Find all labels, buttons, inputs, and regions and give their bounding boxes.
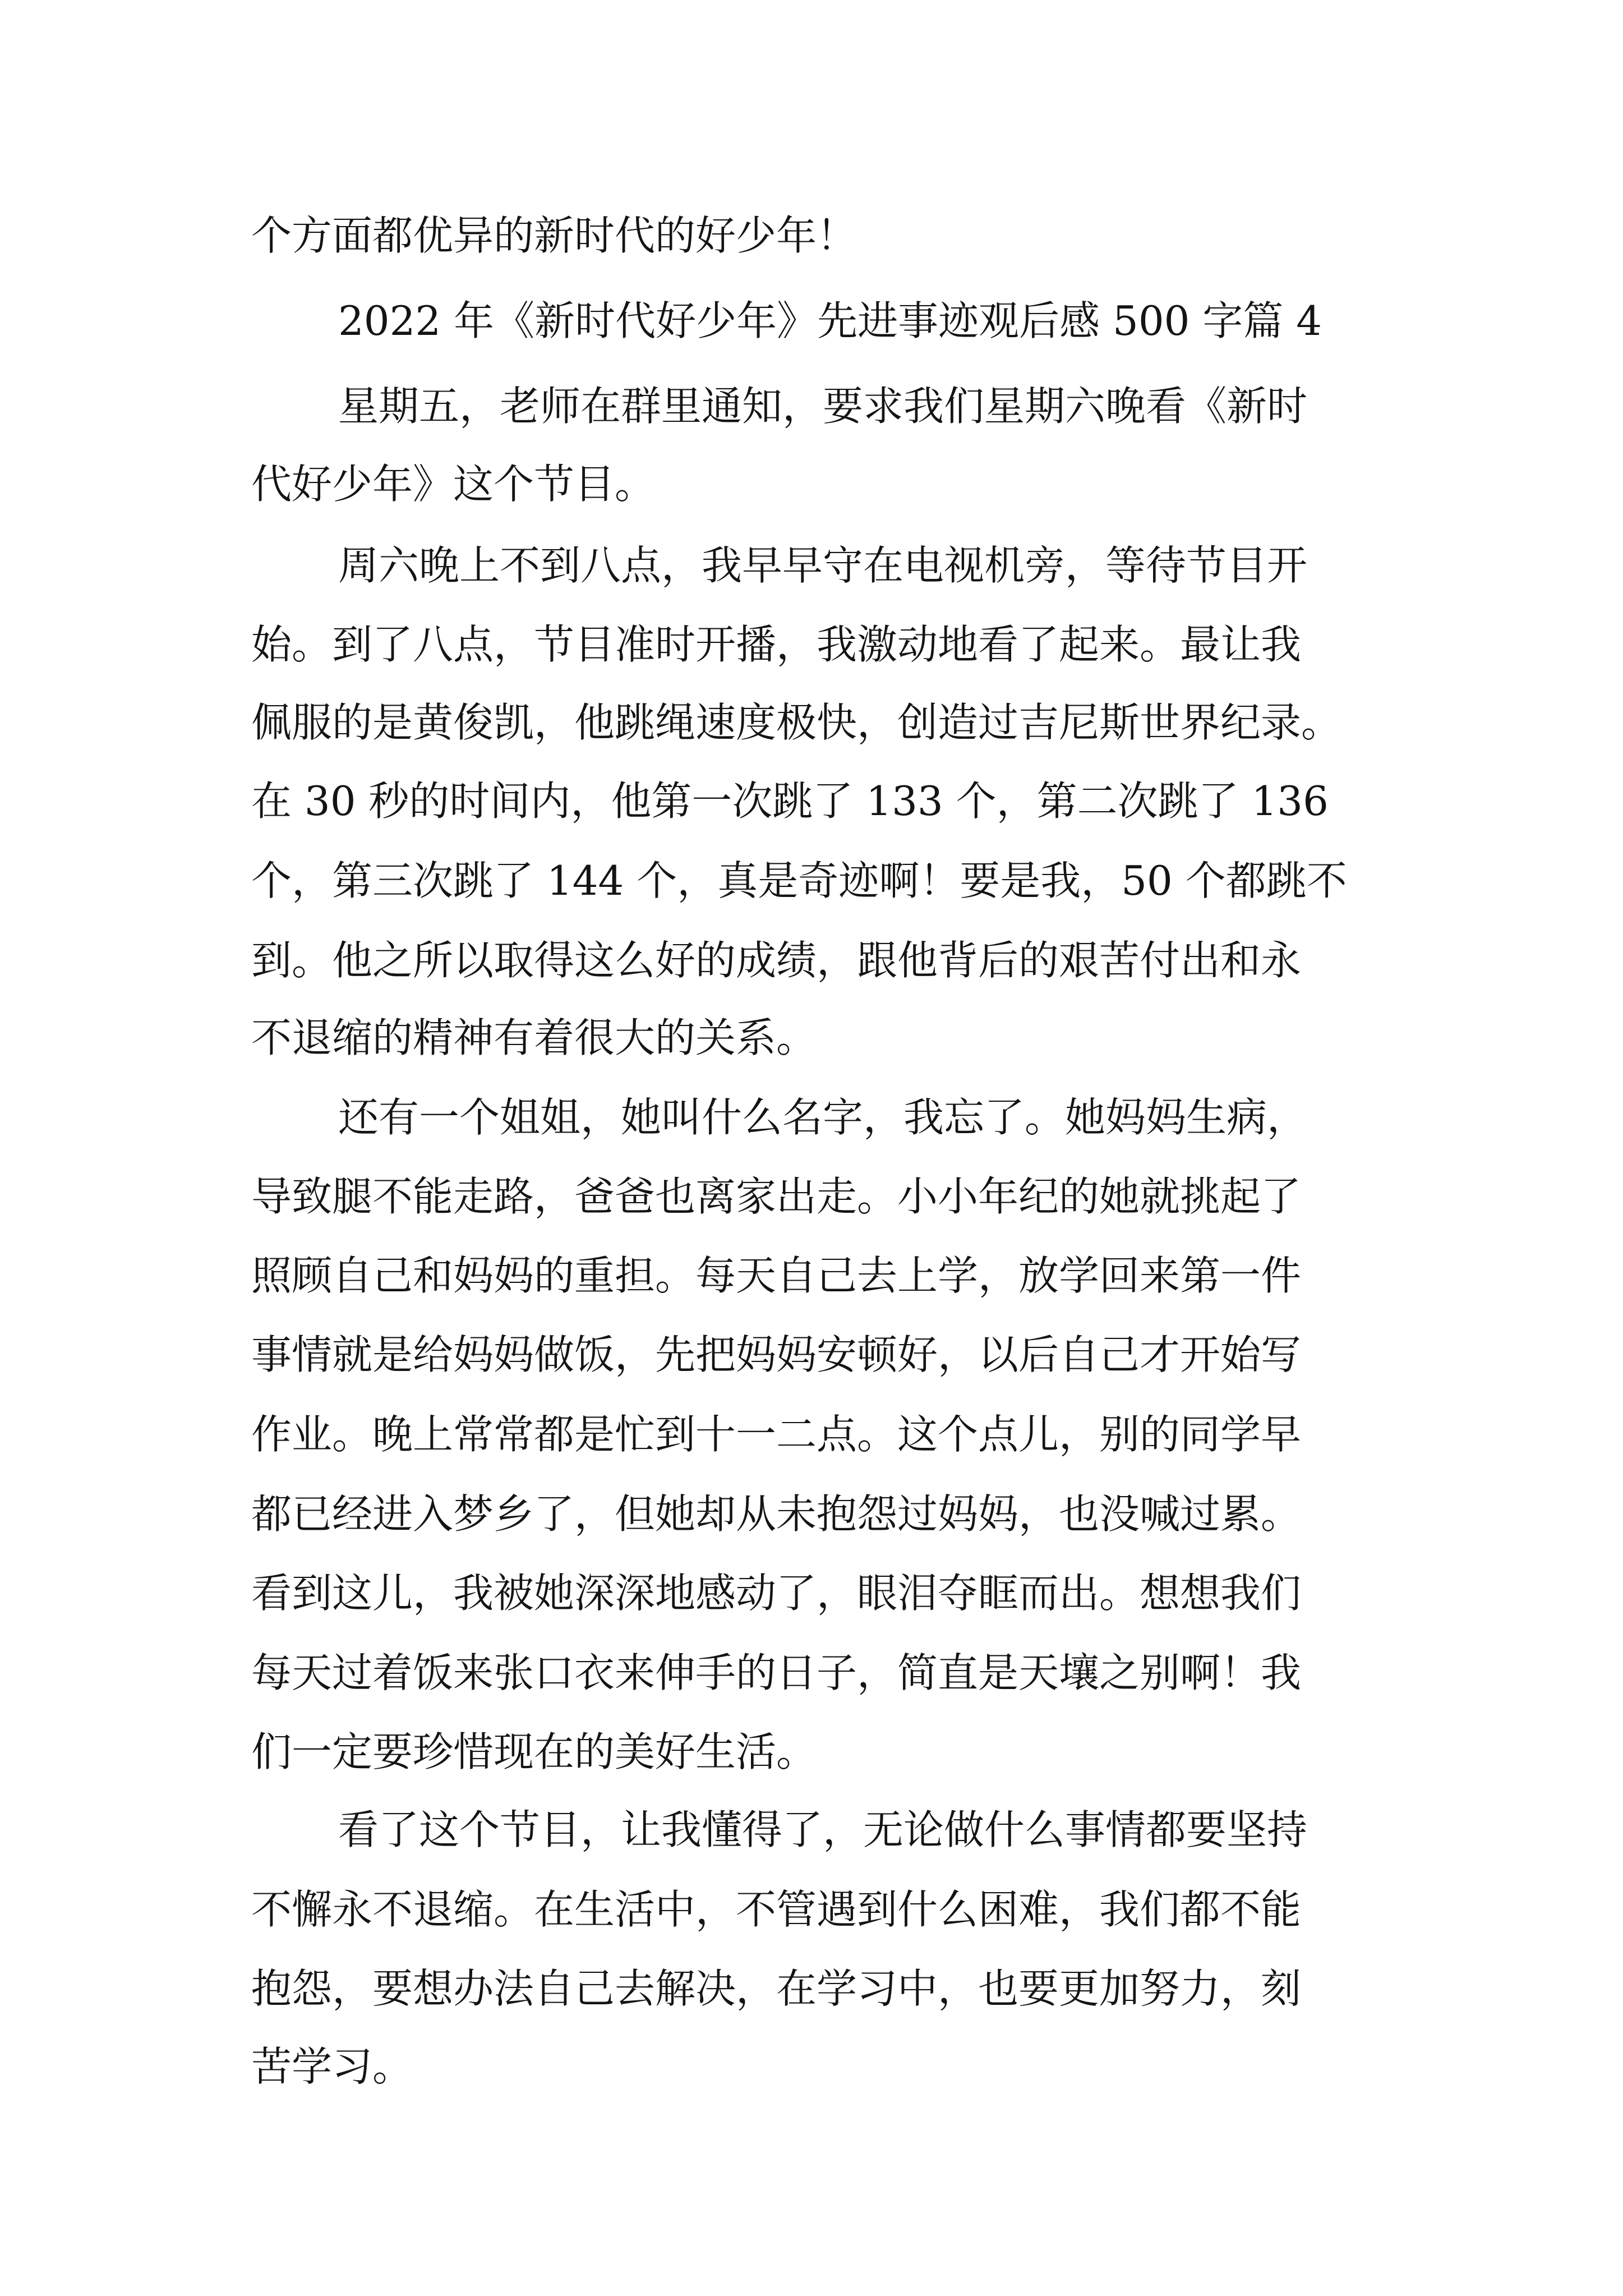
text-line: 不退缩的精神有着很大的关系。 xyxy=(251,1014,817,1061)
text-line: 周六晚上不到八点，我早早守在电视机旁，等待节目开 xyxy=(338,542,1308,589)
text-line: 到。他之所以取得这么好的成绩，跟他背后的艰苦付出和永 xyxy=(251,937,1302,984)
text-line: 代好少年》这个节目。 xyxy=(251,461,656,508)
text-line: 抱怨，要想办法自己去解决，在学习中，也要更加努力，刻 xyxy=(251,1965,1302,2012)
text-line: 们一定要珍惜现在的美好生活。 xyxy=(251,1728,817,1775)
text-line: 在 30 秒的时间内，他第一次跳了 133 个，第二次跳了 136 xyxy=(251,777,1329,825)
text-line: 不懈永不退缩。在生活中，不管遇到什么困难，我们都不能 xyxy=(251,1886,1302,1933)
text-line: 照顾自己和妈妈的重担。每天自己去上学，放学回来第一件 xyxy=(251,1252,1302,1299)
text-line: 看到这儿，我被她深深地感动了，眼泪夺眶而出。想想我们 xyxy=(251,1570,1302,1617)
text-line: 个方面都优异的新时代的好少年！ xyxy=(251,212,857,259)
text-line: 佩服的是黄俊凯，他跳绳速度极快，创造过吉尼斯世界纪录。 xyxy=(251,699,1342,746)
text-line: 都已经进入梦乡了，但她却从未抱怨过妈妈，也没喊过累。 xyxy=(251,1490,1302,1538)
text-line: 还有一个姐姐，她叫什么名字，我忘了。她妈妈生病， xyxy=(338,1094,1308,1141)
text-line: 星期五，老师在群里通知，要求我们星期六晚看《新时 xyxy=(338,383,1308,430)
text-line: 个，第三次跳了 144 个，真是奇迹啊！要是我，50 个都跳不 xyxy=(251,857,1347,904)
text-line: 苦学习。 xyxy=(251,2043,413,2090)
text-line: 导致腿不能走路，爸爸也离家出走。小小年纪的她就挑起了 xyxy=(251,1173,1302,1220)
text-line: 事情就是给妈妈做饭，先把妈妈安顿好，以后自己才开始写 xyxy=(251,1331,1302,1378)
article-title: 2022 年《新时代好少年》先进事迹观后感 500 字篇 4 xyxy=(338,297,1322,344)
text-line: 作业。晚上常常都是忙到十一二点。这个点儿，别的同学早 xyxy=(251,1411,1302,1458)
text-line: 看了这个节目，让我懂得了，无论做什么事情都要坚持 xyxy=(338,1806,1308,1853)
text-line: 始。到了八点，节目准时开播，我激动地看了起来。最让我 xyxy=(251,621,1302,668)
text-line: 每天过着饭来张口衣来伸手的日子，简直是天壤之别啊！我 xyxy=(251,1649,1302,1696)
